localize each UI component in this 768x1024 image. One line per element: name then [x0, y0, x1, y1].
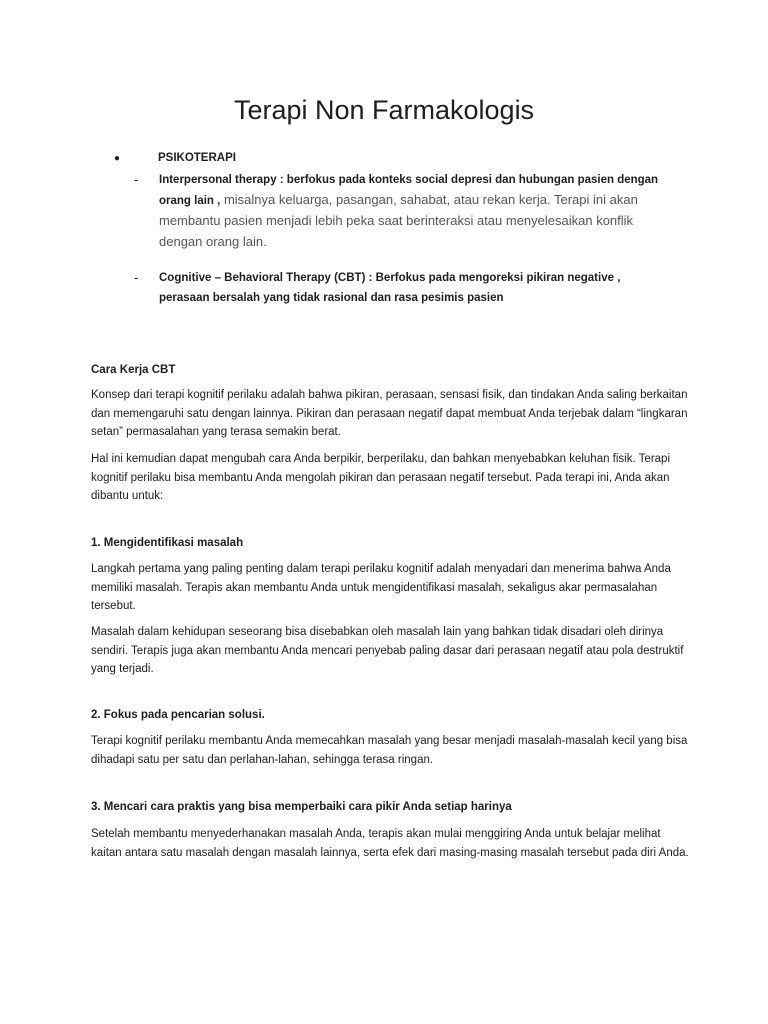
sub-item-text: misalnya keluarga, pasangan, sahabat, atau rekan kerja. Terapi ini akan membantu pasien menjadi lebih peka saat berinteraksi atau menyelesaikan konflik dengan orang lain. [159, 192, 638, 249]
sub-item-label: Interpersonal therapy : berfokus pada konteks social depresi dan hubungan pasien dengan orang lain , [159, 174, 659, 207]
paragraph: Langkah pertama yang paling penting dalam terapi perilaku kognitif adalah menyadari dan menerima bahwa Anda memiliki masalah. Terapis akan membantu Anda untuk mengidentifikasi masalah, sekaligus akar permasalahan tersebut. [91, 563, 671, 612]
section-heading-step-2: 2. Fokus pada pencarian solusi. [91, 709, 265, 721]
bullet-dot-icon: ● [114, 153, 121, 164]
sub-item-cbt: Cognitive – Behavioral Therapy (CBT) : Berfokus pada mengoreksi pikiran negative , perasaan bersalah yang tidak rasional dan rasa pesimis pasien [159, 272, 621, 304]
section-heading-cara-kerja-cbt: Cara Kerja CBT [91, 364, 176, 376]
dash-marker: - [134, 270, 139, 285]
paragraph: Masalah dalam kehidupan seseorang bisa disebabkan oleh masalah lain yang bahkan tidak disadari oleh dirinya sendiri. Terapis juga akan membantu Anda mencari penyebab paling dasar dari perasaan negatif atau pola destruktif yang terjadi. [91, 626, 684, 675]
paragraph: Terapi kognitif perilaku membantu Anda memecahkan masalah yang besar menjadi masalah-masalah kecil yang bisa dihadapi satu per satu dan perlahan-lahan, sehingga terasa ringan. [91, 735, 688, 766]
document-title: Terapi Non Farmakologis [233, 95, 535, 125]
bullet-item-psikoterapi [114, 152, 236, 164]
bullet-label: PSIKOTERAPI [158, 152, 236, 164]
section-heading-step-3: 3. Mencari cara praktis yang bisa memperbaiki cara pikir Anda setiap harinya [91, 801, 512, 813]
section-heading-step-1: 1. Mengidentifikasi masalah [91, 537, 244, 549]
dash-marker: - [134, 172, 139, 187]
sub-item-interpersonal-therapy [159, 170, 679, 253]
paragraph: Setelah membantu menyederhanakan masalah Anda, terapis akan mulai menggiring Anda untuk belajar melihat kaitan antara satu masalah dengan masalah lainnya, serta efek dari masing-masing masalah tersebut pada diri Anda. [91, 828, 689, 859]
paragraph: Konsep dari terapi kognitif perilaku adalah bahwa pikiran, perasaan, sensasi fisik, dan tindakan Anda saling berkaitan dan memengaruhi satu dengan lainnya. Pikiran dan perasaan negatif dapat membuat Anda terjebak dalam “lingkaran setan” permasalahan yang terasa semakin berat. [91, 389, 688, 438]
paragraph: Hal ini kemudian dapat mengubah cara Anda berpikir, berperilaku, dan bahkan menyebabkan keluhan fisik. Terapi kognitif perilaku bisa membantu Anda mengolah pikiran dan perasaan negatif tersebut. Pada terapi ini, Anda akan dibantu untuk: [91, 453, 670, 502]
